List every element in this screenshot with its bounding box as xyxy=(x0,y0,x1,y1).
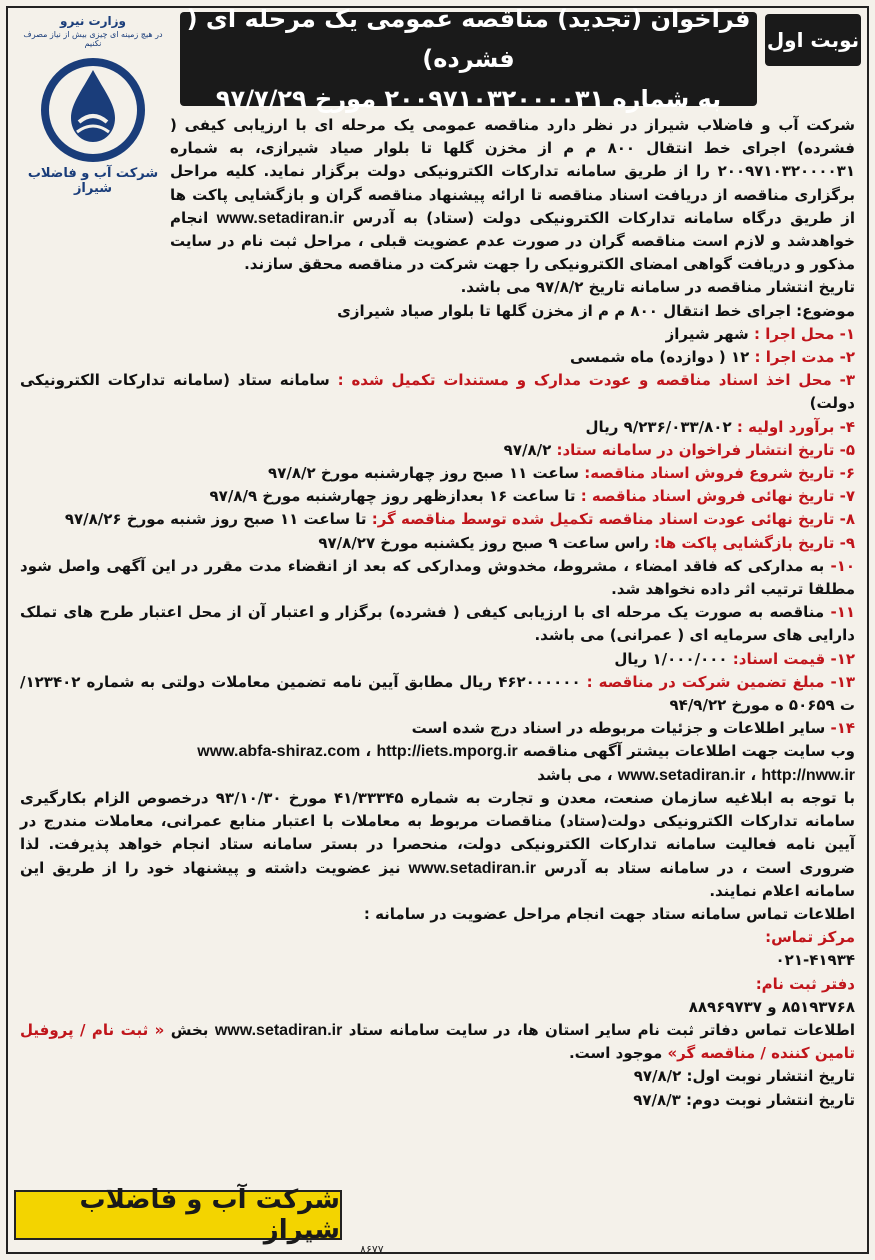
publish-line: تاریخ انتشار مناقصه در سامانه تاریخ ۹۷/۸/۲ می باشد. xyxy=(460,278,855,297)
item-label: ۱۱- xyxy=(830,603,855,622)
logo-motto: در هیچ زمینه ای چیزی بیش از نیاز مصرف نکنیم xyxy=(23,30,163,48)
item-value: ۹/۲۳۶/۰۳۳/۸۰۲ ریال xyxy=(585,417,737,436)
list-item xyxy=(20,555,855,601)
item-value: ۴۶۲۰۰۰۰۰۰ ریال مطابق آیین نامه تضمین معاملات دولتی به شماره ۱۲۳۴۰۲/ت ۵۰۶۵۹ ه مورخ ۹۴/۹/۲۲ xyxy=(20,672,855,715)
item-label: ۹- تاریخ بازگشایی پاکت ها: xyxy=(654,533,855,552)
item-label: ۴- برآورد اولیه : xyxy=(736,417,855,436)
item-value: ۱/۰۰۰/۰۰۰ ریال xyxy=(614,649,733,668)
contact-center-label: مرکز تماس: xyxy=(765,928,855,947)
offices-section: « ثبت نام / پروفیل تامین کننده / مناقصه گر» xyxy=(20,1020,855,1063)
round-badge: نوبت اول xyxy=(765,14,861,66)
websites-prefix: وب سایت جهت اطلاعات بیشتر آگهی مناقصه xyxy=(523,742,855,761)
contact-center xyxy=(20,926,855,949)
item-label: ۱۳- مبلغ تضمین شرکت در مناقصه : xyxy=(586,672,856,691)
ad-body xyxy=(20,114,855,1112)
offices-text-3: موجود است. xyxy=(568,1044,663,1063)
intro-text-2: انجام خواهدشد و لازم است مناقصه گران در صورت عدم عضویت قبلی ، مراحل ثبت نام در سایت مذکور و دریافت گواهی امضای الکترونیکی را جهت شرکت در مناقصه محقق سازند. xyxy=(170,208,855,274)
list-item xyxy=(20,323,855,346)
intro-text: شرکت آب و فاضلاب شیراز در نظر دارد مناقصه عمومی یک مرحله ای با ارزیابی کیفی ( فشرده) اجرای خط انتقال ۸۰۰ م م از مخزن گلها تا بلوار صیاد شیرازی، به شماره ۲۰۰۹۷۱۰۳۲۰۰۰۰۳۱ را از طریق سامانه تدارکات الکترونیکی دولت برگزار نماید. کلیه مراحل برگزاری مناقصه از دریافت اسناد مناقصه تا ارائه پیشنهاد مناقصه گران و بازگشایی پاکت ها از طریق درگاه سامانه تدارکات الکترونیکی دولت (ستاد) به آدرس xyxy=(170,116,855,227)
company-banner: شرکت آب و فاضلاب شیراز xyxy=(14,1190,342,1240)
notice-paragraph xyxy=(20,787,855,903)
offices-text-2: بخش xyxy=(170,1020,209,1039)
list-item xyxy=(20,601,855,647)
setad-link[interactable]: www.setadiran.ir xyxy=(214,1021,343,1039)
nww-link[interactable]: http://nww.ir xyxy=(761,766,855,784)
publish-date-second: تاریخ انتشار نوبت دوم: ۹۷/۸/۳ xyxy=(633,1090,855,1109)
item-label: ۳- محل اخذ اسناد مناقصه و عودت مدارک و مستندات تکمیل شده : xyxy=(337,371,856,390)
item-value: به مدارکی که فاقد امضاء ، مشروط، مخدوش ومدارکی که بعد از انقضاء مدت مقرر در این آگهی واصل شود مطلقا ترتیب اثر داده نخواهد شد. xyxy=(20,556,855,599)
item-value: ساعت ۱۱ صبح روز چهارشنبه مورخ ۹۷/۸/۲ xyxy=(268,464,585,483)
ad-code: ۸۶۷۷ xyxy=(360,1243,384,1256)
setad-link[interactable]: www.setadiran.ir xyxy=(617,766,746,784)
list-item xyxy=(20,439,855,462)
list-item xyxy=(20,671,855,717)
item-label: ۷- تاریخ نهائی فروش اسناد مناقصه : xyxy=(580,487,855,506)
list-item xyxy=(20,717,855,740)
intro-paragraph xyxy=(20,114,855,276)
item-label: ۱۰- xyxy=(830,556,855,575)
contact-office xyxy=(20,973,855,996)
list-item xyxy=(20,369,855,415)
list-item xyxy=(20,532,855,555)
publish-date-first: تاریخ انتشار نوبت اول: ۹۷/۸/۲ xyxy=(633,1067,855,1086)
websites-line xyxy=(20,740,855,786)
item-value: تا ساعت ۱۱ صبح روز شنبه مورخ ۹۷/۸/۲۶ xyxy=(64,510,372,529)
item-label: ۱- محل اجرا : xyxy=(754,324,855,343)
abfa-link[interactable]: www.abfa-shiraz.com xyxy=(197,743,361,761)
list-item xyxy=(20,648,855,671)
item-value: سایر اطلاعات و جزئیات مربوطه در اسناد درج شده است xyxy=(411,719,831,738)
list-item xyxy=(20,462,855,485)
list-item xyxy=(20,508,855,531)
websites-sep: ، xyxy=(365,742,372,761)
setad-link[interactable]: www.setadiran.ir xyxy=(408,859,536,877)
iets-link[interactable]: http://iets.mporg.ir xyxy=(376,743,518,761)
notice-text: با توجه به ابلاغیه سازمان صنعت، معدن و تجارت به شماره ۴۱/۳۳۳۴۵ مورخ ۹۳/۱۰/۳۰ درخصوص الزام بکارگیری سامانه تدارکات الکترونیکی دولت(ستاد) مناقصات مربوط به معاملات با اعتبار منابع عمرانی، معاملات مندرج در آیین نامه فعالیت سامانه تدارکات الکترونیکی دولت، منحصرا در بستر سامانه ستاد انجام خواهد پذیرفت. لذا ضروری است ، در سامانه ستاد به آدرس xyxy=(20,788,856,877)
title-line-2: به شماره ۲۰۰۹۷۱۰۳۲۰۰۰۰۳۱ مورخ ۹۷/۷/۲۹ xyxy=(215,85,722,113)
list-item xyxy=(20,346,855,369)
item-label: ۱۴- xyxy=(830,719,855,738)
item-value: ۹۷/۸/۲ xyxy=(503,440,557,459)
subject-line: موضوع: اجرای خط انتقال ۸۰۰ م م از مخزن گلها تا بلوار صیاد شیرازی xyxy=(337,301,855,320)
list-item xyxy=(20,416,855,439)
item-value: ۱۲ ( دوازده) ماه شمسی xyxy=(569,348,755,367)
contact-heading: اطلاعات تماس سامانه ستاد جهت انجام مراحل عضویت در سامانه : xyxy=(363,904,855,923)
logo-ministry: وزارت نیرو xyxy=(60,14,126,28)
item-value: سامانه ستاد (سامانه تدارکات الکترونیکی دولت) xyxy=(20,371,855,413)
contact-office-label: دفتر ثبت نام: xyxy=(755,974,855,993)
item-label: ۲- مدت اجرا : xyxy=(754,348,855,367)
item-label: ۸- تاریخ نهائی عودت اسناد مناقصه تکمیل شده توسط مناقصه گر: xyxy=(371,510,855,529)
contact-center-value: ۰۲۱-۴۱۹۳۴ xyxy=(775,951,855,970)
item-label: ۵- تاریخ انتشار فراخوان در سامانه ستاد: xyxy=(556,440,855,459)
setad-link[interactable]: www.setadiran.ir xyxy=(216,209,345,227)
list-item xyxy=(20,485,855,508)
contact-office-value: ۸۵۱۹۳۷۶۸ و ۸۸۹۶۹۷۳۷ xyxy=(688,997,855,1016)
websites-sep: ، xyxy=(750,765,757,784)
notice-text-2: نیز عضویت داشته و پیشنهاد خود را از طریق این سامانه اعلام نمایند. xyxy=(20,858,855,900)
offices-text: اطلاعات تماس دفاتر ثبت نام سایر استان ها، در سایت سامانه ستاد xyxy=(348,1020,855,1039)
item-value: شهر شیراز xyxy=(665,324,755,343)
logo-company: شرکت آب و فاضلاب شیراز xyxy=(27,166,159,196)
item-label: ۶- تاریخ شروع فروش اسناد مناقصه: xyxy=(584,464,855,483)
item-value: تا ساعت ۱۶ بعدازظهر روز چهارشنبه مورخ ۹۷/۸/۹ xyxy=(209,487,581,506)
item-value: راس ساعت ۹ صبح روز یکشنبه مورخ ۹۷/۸/۲۷ xyxy=(318,533,655,552)
item-label: ۱۲- قیمت اسناد: xyxy=(732,649,855,668)
offices-paragraph xyxy=(20,1019,855,1065)
title-box xyxy=(180,5,757,113)
item-value: مناقصه به صورت یک مرحله ای با ارزیابی کیفی ( فشرده) برگزار و اعتبار آن از محل اعتبار طرح های تملک دارایی های سرمایه ای ( عمرانی) می باشد. xyxy=(20,603,855,645)
websites-suffix: ، می باشد xyxy=(537,765,613,784)
title-line-1: فراخوان (تجدید) مناقصه عمومی یک مرحله ای ( فشرده) xyxy=(186,5,751,73)
